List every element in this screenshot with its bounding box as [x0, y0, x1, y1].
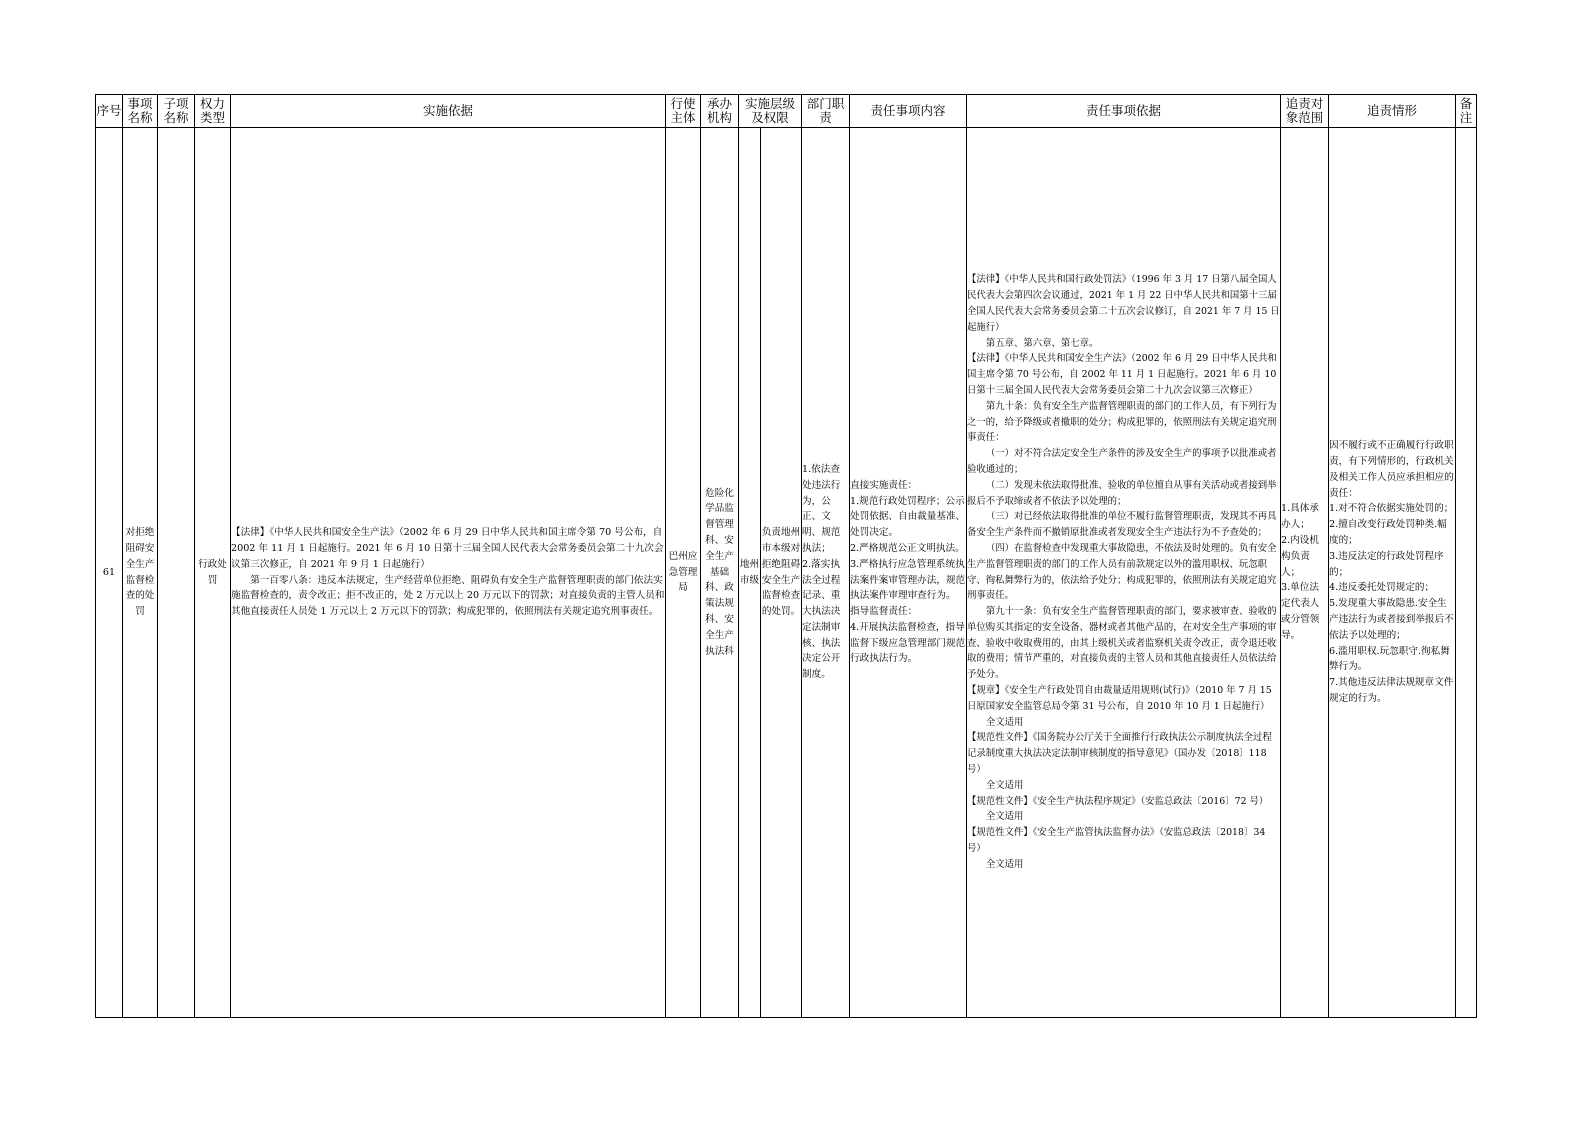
header-basis: 实施依据: [231, 95, 666, 128]
resp-basis-line: 第九十一条：负有安全生产监督管理职责的部门，要求被审查、验收的单位购买其指定的安全设备、器材或者其他产品的，在对安全生产事项的审查、验收中收取费用的，由其上级机关或者监察机关责令改正，责令退还收取的费用；情节严重的，对直接负责的主管人员和其他直接责任人员依法给予处分。: [967, 606, 1277, 681]
cell-remarks: [1456, 128, 1477, 1018]
resp-basis-line: 第九十条：负有安全生产监督管理职责的部门的工作人员，有下列行为之一的，给予降级或者撤职的处分；构成犯罪的，依照刑法有关规定追究刑事责任：: [967, 400, 1277, 444]
header-seq: 序号: [96, 95, 123, 128]
cell-agency: 危险化学品监督管理科、安全生产基础科、政策法规科、安全生产执法科: [701, 128, 739, 1018]
cell-resp-basis: [967, 128, 1281, 1018]
header-level: 实施层级及权限: [739, 95, 802, 128]
cell-accountable: 1.具体承办人； 2.内设机构负责人； 3.单位法定代表人或分管领导。: [1281, 128, 1329, 1018]
header-item-name: 事项名称: [123, 95, 158, 128]
resp-basis-line: 全文适用: [985, 811, 1024, 823]
basis-law: 【法律】《中华人民共和国安全生产法》（2002 年 6 月 29 日中华人民共和国主席令第 70 号公布，自 2002 年 11 月 1 日起施行。2021 年 6 月 10 日第十三届全国人民代表大会常务委员会第二十九次会议第三次修正，自 2021 年 9 月 1 日起施行）: [231, 527, 664, 570]
header-sub-item: 子项名称: [158, 95, 195, 128]
resp-basis-line: 【法律】《中华人民共和国安全生产法》（2002 年 6 月 29 日中华人民共和国主席令第 70 号公布，自 2002 年 11 月 1 日起施行。2021 年 6 月 10 日第十三届全国人民代表大会常务委员会第二十九次会议第三次修正）: [967, 353, 1277, 396]
header-resp-basis: 责任事项依据: [967, 95, 1281, 128]
resp-basis-line: （二）发现未依法取得批准、验收的单位擅自从事有关活动或者接到举报后不予取缔或者不依法予以处理的；: [967, 479, 1277, 507]
power-list-table: [95, 94, 1477, 1018]
resp-basis-line: 全文适用: [985, 858, 1024, 870]
resp-basis-line: 全文适用: [985, 779, 1024, 791]
cell-duty: 1.依法查处违法行为，公正、文明、规范执法； 2.落实执法全过程记录、重大执法决定法制审核、执法决定公开制度。: [802, 128, 850, 1018]
resp-basis-line: 【法律】《中华人民共和国行政处罚法》（1996 年 3 月 17 日第八届全国人民代表大会第四次会议通过，2021 年 1 月 22 日中华人民共和国第十三届全国人民代表大会常务委员会第二十五次会议修订，自 2021 年 7 月 15 日起施行）: [967, 274, 1280, 333]
cell-subject: 巴州应急管理局: [666, 128, 701, 1018]
header-situations: 追责情形: [1329, 95, 1456, 128]
resp-basis-line: 【规范性文件】《安全生产执法程序规定》（安监总政法〔2016〕72 号）: [967, 795, 1269, 807]
header-duty: 部门职责: [802, 95, 850, 128]
header-subject: 行使主体: [666, 95, 701, 128]
resp-basis-line: 【规章】《安全生产行政处罚自由裁量适用规则(试行)》（2010 年 7 月 15 日原国家安全监管总局令第 31 号公布，自 2010 年 10 月 1 日起施行）: [967, 685, 1272, 712]
resp-basis-line: 【规范性文件】《国务院办公厅关于全面推行行政执法公示制度执法全过程记录制度重大执法决定法制审核制度的指导意见》（国办发〔2018〕118 号）: [967, 732, 1272, 776]
header-resp-content: 责任事项内容: [850, 95, 967, 128]
cell-power-type: 行政处罚: [195, 128, 231, 1018]
basis-article: 第一百零八条：违反本法规定，生产经营单位拒绝、阻碍负有安全生产监督管理职责的部门依法实施监督检查的，责令改正；拒不改正的，处 2 万元以上 20 万元以下的罚款；对直接负责的主管人员和其他直接责任人员处 1 万元以上 2 万元以下的罚款；构成犯罪的，依照刑法有关规定追究刑事责任。: [231, 574, 665, 618]
cell-sub-item: [158, 128, 195, 1018]
cell-basis: [231, 128, 666, 1018]
header-power-type: 权力类型: [195, 95, 231, 128]
cell-level-a: 地州市级: [739, 128, 761, 1018]
cell-item-name: 对拒绝阻碍安全生产监督检查的处罚: [123, 128, 158, 1018]
header-agency: 承办机构: [701, 95, 739, 128]
header-remarks: 备注: [1456, 95, 1477, 128]
cell-level-b: 负责地州市本级对拒绝阻碍安全生产监督检查的处罚。: [761, 128, 802, 1018]
table-header-row: [96, 95, 1477, 128]
resp-basis-line: （一）对不符合法定安全生产条件的涉及安全生产的事项予以批准或者验收通过的；: [967, 448, 1277, 475]
resp-basis-line: 第五章、第六章、第七章。: [985, 337, 1099, 349]
header-accountable: 追责对象范围: [1281, 95, 1329, 128]
resp-basis-line: 【规范性文件】《安全生产监管执法监督办法》（安监总政法〔2018〕34 号）: [967, 827, 1266, 855]
resp-basis-line: 全文适用: [985, 716, 1024, 728]
resp-basis-line: （三）对已经依法取得批准的单位不履行监督管理职责，发现其不再具备安全生产条件而不撤销原批准或者发现安全生产违法行为不予查处的；: [967, 511, 1277, 539]
cell-resp-content: 直接实施责任： 1.规范行政处罚程序；公示处罚依据、自由裁量基准、处罚决定。 2.严格规范公正文明执法。 3.严格执行应急管理系统执法案件案审管理办法，规范执法案件审理审查行为。 指导监督责任： 4.开展执法监督检查，指导监督下级应急管理部门规范行政执法行为。: [850, 128, 967, 1018]
cell-seq: 61: [96, 128, 123, 1018]
table-row: [96, 128, 1477, 1018]
resp-basis-line: （四）在监督检查中发现重大事故隐患，不依法及时处理的。负有安全生产监督管理职责的部门的工作人员有前款规定以外的滥用职权、玩忽职守、徇私舞弊行为的，依法给予处分；构成犯罪的，依照刑法有关规定追究刑事责任。: [967, 542, 1277, 602]
cell-situations: 因不履行或不正确履行行政职责，有下列情形的，行政机关及相关工作人员应承担相应的责任： 1.对不符合依据实施处罚的； 2.擅自改变行政处罚种类.幅度的； 3.违反法定的行政处罚程序的； 4.违反委托处罚规定的； 5.发现重大事故隐患.安全生产违法行为或者接到举报后不依法予以处理的； 6.滥用职权.玩忽职守.徇私舞弊行为。 7.其他违反法律法规规章文件规定的行为。: [1329, 128, 1456, 1018]
